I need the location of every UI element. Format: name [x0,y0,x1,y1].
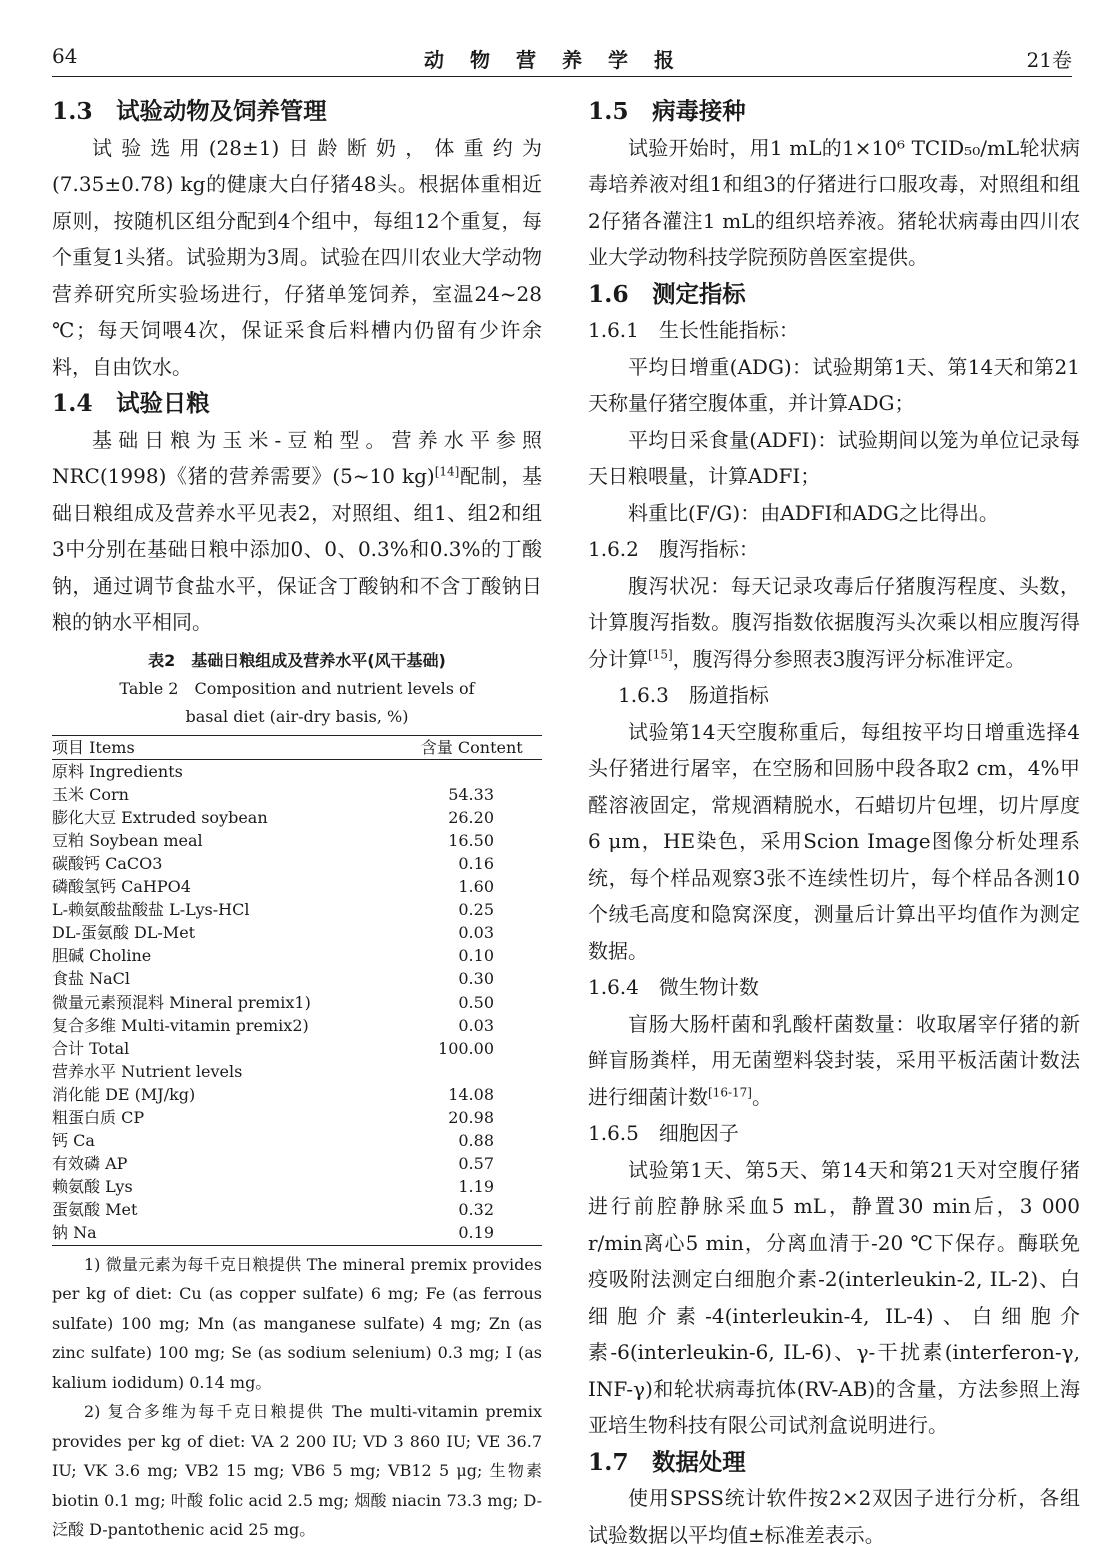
section-1-3-paragraph: 试验选用(28±1)日龄断奶，体重约为(7.35±0.78) kg的健康大白仔猪48头。根据体重相近原则，按随机区组分配到4个组中，每组12个重复，每个重复1头猪。试验期为3周。试验在四川农业大学动物营养研究所实验场进行，仔猪单笼饲养，室温24~28 ℃；每天饲喂4次，保证采食后料槽内仍留有少许余料，自由饮水。 [52,135,542,379]
column-header-items: 项目 Items [52,735,402,759]
table-row [52,1221,542,1245]
table-row [52,991,542,1014]
row-item-name: 磷酸氢钙 CaHPO4 [52,877,191,897]
section-1-6-2-paragraph: 腹泻状况：每天记录攻毒后仔猪腹泻程度、头数，计算腹泻指数。腹泻指数依据腹泻头次乘以相应腹泻得分计算[15]，腹泻得分参照表3腹泻评分标准评定。 [588,573,1080,671]
citation: [14] [434,464,460,479]
section-1-7-paragraph: 使用SPSS统计软件按2×2双因子进行分析，各组试验数据以平均值±标准差表示。 [588,1486,1080,1547]
row-item-name: 消化能 DE (MJ/kg) [52,1084,196,1104]
section-1-6-5-paragraph: 试验第1天、第5天、第14天和第21天对空腹仔猪进行前腔静脉采血5 mL，静置30 min后，3 000 r/min离心5 min，分离血清于-20 ℃下保存。酶联免疫吸附法测定白细胞介素-2(interleukin-2, IL-2)、白细胞介素-4(interleukin-4, IL-4)、白细胞介素-6(interleukin-6, IL-6)、γ-干扰素(interferon-γ, INF-γ)和轮状病毒抗体(RV-AB)的含量，方法参照上海亚培生物科技有限公司试剂盒说明进行。 [588,1157,1080,1437]
row-item-value: 1.19 [458,1177,494,1197]
table-row [52,1106,542,1129]
row-item-name: 食盐 NaCl [52,969,130,989]
row-item-value: 0.88 [458,1131,494,1151]
row-item-name: 粗蛋白质 CP [52,1108,145,1127]
section-1-6-5-heading: 1.6.5 细胞因子 [588,1121,739,1145]
row-item-name: 豆粕 Soybean meal [52,830,203,850]
table-row [52,1152,542,1175]
fg-paragraph: 料重比(F/G)：由ADFI和ADG之比得出。 [628,500,999,525]
section-1-4-paragraph: 基础日粮为玉米-豆粕型。营养水平参照NRC(1998)《猪的营养需要》(5~10 kg)[14]配制，基础日粮组成及营养水平见表2，对照组、组1、组2和组3中分别在基础日粮中添加0、0、0.3%和0.3%的丁酸钠，通过调节食盐水平，保证含丁酸钠和不含丁酸钠日粮的钠水平相同。 [52,427,542,634]
row-item-value: 0.16 [458,853,494,873]
row-item-value: 0.32 [458,1200,494,1220]
row-item-name: 蛋氨酸 Met [52,1200,138,1220]
table-group-row [52,759,542,783]
row-item-value: 20.98 [448,1108,494,1127]
adg-paragraph: 平均日增重(ADG)：试验期第1天、第14天和第21天称量仔猪空腹体重，并计算ADG； [588,354,1080,415]
table-row [52,921,542,944]
table-row [52,875,542,898]
section-1-6-heading: 1.6 测定指标 [588,279,746,308]
row-item-value: 26.20 [448,807,494,827]
row-item-name: 玉米 Corn [52,784,129,804]
table-caption-en-2: basal diet (air-dry basis, %) [185,706,409,726]
row-item-name: 有效磷 AP [52,1154,128,1174]
table-row [52,944,542,967]
row-item-name: L-赖氨酸盐酸盐 L-Lys-HCl [52,900,250,920]
row-item-value: 0.03 [458,923,494,943]
section-1-4-heading: 1.4 试验日粮 [52,389,210,417]
group-label: 营养水平 Nutrient levels [52,1061,243,1081]
row-item-name: 钙 Ca [52,1131,95,1151]
section-1-5-heading: 1.5 病毒接种 [588,97,746,125]
section-1-3-heading: 1.3 试验动物及饲养管理 [52,97,327,125]
table-footnote-2: 2) 复合多维为每千克日粮提供 The multi-vitamin premix provides per kg of diet: VA 2 200 IU; VD 3 860 IU; VE 36.7 IU; VK 3.6 mg; VB2 15 mg; VB6 5 mg; VB12 5 μg; 生物素 biotin 0.1 mg; 叶酸 folic acid 2.5 mg; 烟酸 niacin 73.3 mg; D-泛酸 D-pantothenic acid 25 mg。 [52,1402,542,1540]
table-row [52,1014,542,1037]
left-column [52,93,542,1545]
row-item-name: 碳酸钙 CaCO3 [52,853,163,873]
adfi-paragraph: 平均日采食量(ADFI)：试验期间以笼为单位记录每天日粮喂量，计算ADFI； [588,427,1080,488]
table-row [52,898,542,921]
journal-title: 动物营养学报 [424,48,700,72]
table-row [52,967,542,990]
row-item-name: 膨化大豆 Extruded soybean [52,807,268,827]
section-1-6-1-heading: 1.6.1 生长性能指标： [588,318,799,342]
table-row [52,1198,542,1221]
citation: [16-17] [708,1084,752,1099]
row-item-value: 0.30 [458,969,494,989]
citation: [15] [648,646,673,661]
table-body [52,759,542,1245]
table-group-row [52,1060,542,1083]
row-item-value: 1.60 [458,877,494,897]
volume-label: 21卷 [1026,48,1072,72]
section-1-6-3-heading: 1.6.3 肠道指标 [618,683,769,707]
row-item-name: 复合多维 Multi-vitamin premix2) [52,1015,309,1035]
row-item-value: 100.00 [438,1038,494,1058]
row-item-name: 微量元素预混料 Mineral premix1) [52,992,311,1012]
section-1-6-4-heading: 1.6.4 微生物计数 [588,975,759,999]
row-item-value: 0.50 [458,992,494,1012]
section-1-6-4-paragraph: 盲肠大肠杆菌和乳酸杆菌数量：收取屠宰仔猪的新鲜盲肠粪样，用无菌塑料袋封装，采用平板活菌计数法进行细菌计数[16-17]。 [588,1011,1080,1109]
table-row [52,852,542,875]
running-header [52,40,1072,77]
section-1-5-paragraph: 试验开始时，用1 mL的1×10⁶ TCID₅₀/mL轮状病毒培养液对组1和组3的仔猪进行口服攻毒，对照组和组2仔猪各灌注1 mL的组织培养液。猪轮状病毒由四川农业大学动物科技学院预防兽医室提供。 [588,135,1080,269]
row-item-name: 钠 Na [52,1221,402,1245]
row-item-name: 胆碱 Choline [52,946,152,966]
table-row [52,829,542,852]
table-row [52,1175,542,1198]
row-item-name: 合计 Total [52,1038,130,1058]
row-item-value: 0.57 [458,1154,494,1174]
row-item-value: 0.10 [458,946,494,966]
table-caption-en-1: Table 2 Composition and nutrient levels of [119,678,475,698]
row-item-name: 赖氨酸 Lys [52,1177,133,1197]
table-caption-cn: 表2 基础日粮组成及营养水平(风干基础) [148,650,446,670]
table-row [52,1129,542,1152]
row-item-value: 16.50 [448,830,494,850]
row-item-value: 0.19 [402,1221,542,1245]
table-header-row [52,735,542,759]
row-item-value: 0.03 [458,1015,494,1035]
group-label: 原料 Ingredients [52,761,183,781]
right-column [588,93,1080,1553]
table-footnote-1: 1) 微量元素为每千克日粮提供 The mineral premix provides per kg of diet: Cu (as copper sulfate) 6 mg; Fe (as ferrous sulfate) 100 mg; Mn (as manganese sulfate) 4 mg; Zn (as zinc sulfate) 100 mg; Se (as sodium selenium) 0.3 mg; I (as kalium iodidum) 0.14 mg。 [52,1254,542,1392]
table-row [52,783,542,806]
section-1-7-heading: 1.7 数据处理 [588,1447,746,1476]
row-item-value: 14.08 [448,1084,494,1104]
table-row [52,806,542,829]
row-item-name: DL-蛋氨酸 DL-Met [52,923,196,943]
row-item-value: 54.33 [448,784,494,804]
page-number: 64 [52,44,78,68]
table-row [52,1083,542,1106]
section-1-6-3-paragraph: 试验第14天空腹称重后，每组按平均日增重选择4头仔猪进行屠宰，在空肠和回肠中段各取2 cm，4%甲醛溶液固定，常规酒精脱水，石蜡切片包埋，切片厚度6 μm，HE染色，采用Scion Image图像分析处理系统，每个样品观察3张不连续性切片，每个样品各测10个绒毛高度和隐窝深度，测量后计算出平均值作为测定数据。 [588,719,1080,963]
column-header-content: 含量 Content [402,735,542,759]
diet-composition-table [52,735,542,1246]
table-row [52,1037,542,1060]
row-item-value: 0.25 [458,900,494,920]
section-1-6-2-heading: 1.6.2 腹泻指标： [588,537,759,561]
